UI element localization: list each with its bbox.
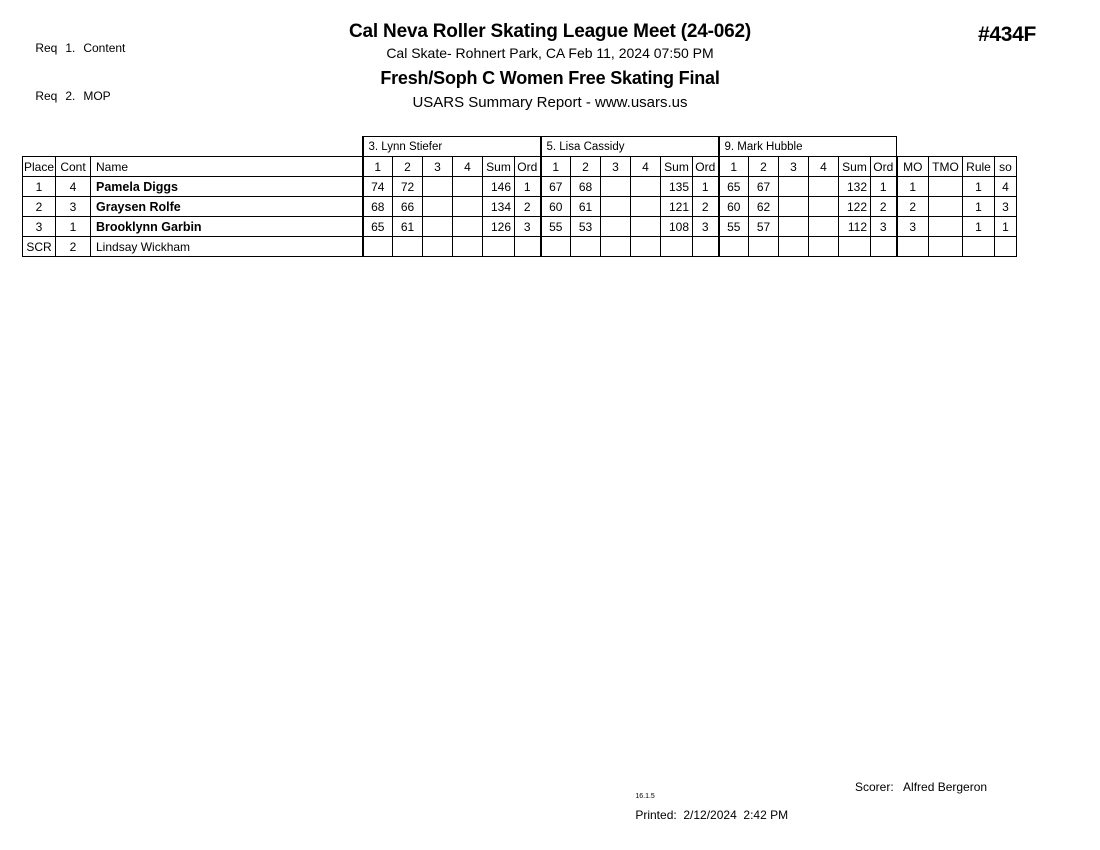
header-j1-ord: Ord (515, 157, 541, 177)
row-j3-mark-2: 62 (749, 197, 779, 217)
row-place: 3 (23, 217, 56, 237)
header-tmo: TMO (929, 157, 963, 177)
row-j2-mark-4 (631, 177, 661, 197)
row-tmo (929, 237, 963, 257)
row-j2-mark-2: 61 (571, 197, 601, 217)
printed-block (622, 780, 788, 836)
judge-banner-spacer-right (897, 137, 1017, 157)
row-j2-sum: 108 (661, 217, 693, 237)
row-j1-mark-4 (453, 197, 483, 217)
row-j1-mark-4 (453, 237, 483, 257)
row-j3-mark-1 (719, 237, 749, 257)
row-j2-mark-2 (571, 237, 601, 257)
row-j1-sum: 126 (483, 217, 515, 237)
row-place: 1 (23, 177, 56, 197)
row-tmo (929, 217, 963, 237)
header-j2-ord: Ord (693, 157, 719, 177)
header-j1-mark-4: 4 (453, 157, 483, 177)
header-j3-mark-1: 1 (719, 157, 749, 177)
row-j2-sum (661, 237, 693, 257)
requirement-tag: Req (35, 89, 58, 103)
row-j2-mark-1 (541, 237, 571, 257)
row-j2-ord: 3 (693, 217, 719, 237)
judge-name-3: 9. Mark Hubble (719, 137, 897, 157)
venue-datetime: Cal Skate- Rohnert Park, CA Feb 11, 2024 07:50 PM (386, 45, 714, 61)
report-header (0, 20, 1100, 114)
row-tmo (929, 197, 963, 217)
row-j3-mark-3 (779, 237, 809, 257)
table-row (23, 237, 1017, 257)
row-j2-mark-1: 60 (541, 197, 571, 217)
header-j2-sum: Sum (661, 157, 693, 177)
header-j1-mark-2: 2 (393, 157, 423, 177)
row-j1-mark-4 (453, 177, 483, 197)
row-j3-ord: 2 (871, 197, 897, 217)
meet-title: Cal Neva Roller Skating League Meet (24-062) (349, 21, 751, 42)
row-j3-sum: 132 (839, 177, 871, 197)
version-label: 16.1.5 (635, 793, 655, 800)
report-subtitle: USARS Summary Report - www.usars.us (412, 94, 688, 111)
row-cont: 1 (56, 217, 91, 237)
row-j3-mark-4 (809, 197, 839, 217)
row-j1-mark-1: 65 (363, 217, 393, 237)
row-j3-sum (839, 237, 871, 257)
row-j2-ord (693, 237, 719, 257)
row-place: 2 (23, 197, 56, 217)
row-j1-mark-1: 74 (363, 177, 393, 197)
row-skater-name: Graysen Rolfe (91, 197, 363, 217)
row-j2-ord: 2 (693, 197, 719, 217)
table-row (23, 177, 1017, 197)
row-j1-ord: 1 (515, 177, 541, 197)
row-j3-mark-4 (809, 177, 839, 197)
header-name: Name (91, 157, 363, 177)
row-rule: 1 (963, 177, 995, 197)
column-header-row (23, 157, 1017, 177)
row-skater-name: Brooklynn Garbin (91, 217, 363, 237)
header-j3-sum: Sum (839, 157, 871, 177)
row-cont: 4 (56, 177, 91, 197)
row-j3-mark-1: 60 (719, 197, 749, 217)
row-j1-mark-3 (423, 177, 453, 197)
row-j1-sum: 146 (483, 177, 515, 197)
row-j1-mark-2: 72 (393, 177, 423, 197)
printed-timestamp: Printed: 2/12/2024 2:42 PM (635, 808, 789, 822)
header-rule: Rule (963, 157, 995, 177)
row-j2-sum: 121 (661, 197, 693, 217)
judge-banner-spacer (23, 137, 363, 157)
header-j2-mark-3: 3 (601, 157, 631, 177)
header-so: so (995, 157, 1017, 177)
row-j2-mark-2: 68 (571, 177, 601, 197)
row-cont: 2 (56, 237, 91, 257)
scorer-label: Scorer: Alfred Bergeron (855, 780, 988, 794)
row-j2-mark-4 (631, 197, 661, 217)
row-j2-mark-3 (601, 177, 631, 197)
row-j3-mark-3 (779, 197, 809, 217)
row-j3-ord: 1 (871, 177, 897, 197)
row-so: 3 (995, 197, 1017, 217)
row-j3-sum: 122 (839, 197, 871, 217)
row-j3-mark-2: 57 (749, 217, 779, 237)
header-j3-mark-4: 4 (809, 157, 839, 177)
row-j3-mark-1: 65 (719, 177, 749, 197)
row-place: SCR (23, 237, 56, 257)
header-j2-mark-2: 2 (571, 157, 601, 177)
row-j3-mark-3 (779, 177, 809, 197)
row-j2-mark-1: 67 (541, 177, 571, 197)
row-mo: 1 (897, 177, 929, 197)
row-j1-mark-2 (393, 237, 423, 257)
row-rule (963, 237, 995, 257)
row-rule: 1 (963, 217, 995, 237)
requirement-number: 1. (65, 41, 76, 55)
row-j1-ord (515, 237, 541, 257)
header-cont: Cont (56, 157, 91, 177)
table-row (23, 217, 1017, 237)
row-j1-mark-3 (423, 197, 453, 217)
requirement-label: MOP (83, 89, 111, 103)
header-j1-sum: Sum (483, 157, 515, 177)
judge-name-2: 5. Lisa Cassidy (541, 137, 719, 157)
row-cont: 3 (56, 197, 91, 217)
row-mo: 2 (897, 197, 929, 217)
row-tmo (929, 177, 963, 197)
header-mo: MO (897, 157, 929, 177)
row-j3-ord (871, 237, 897, 257)
row-j1-ord: 2 (515, 197, 541, 217)
event-title: Fresh/Soph C Women Free Skating Final (380, 68, 720, 88)
requirement-number: 2. (65, 89, 76, 103)
header-j2-mark-1: 1 (541, 157, 571, 177)
row-so: 4 (995, 177, 1017, 197)
row-so (995, 237, 1017, 257)
row-skater-name: Pamela Diggs (91, 177, 363, 197)
row-j2-mark-4 (631, 237, 661, 257)
row-j3-ord: 3 (871, 217, 897, 237)
row-j1-mark-2: 61 (393, 217, 423, 237)
row-mo: 3 (897, 217, 929, 237)
row-j3-mark-2: 67 (749, 177, 779, 197)
row-rule: 1 (963, 197, 995, 217)
header-j1-mark-3: 3 (423, 157, 453, 177)
row-j2-mark-1: 55 (541, 217, 571, 237)
header-j3-mark-2: 2 (749, 157, 779, 177)
row-j1-sum (483, 237, 515, 257)
score-table (22, 136, 1017, 257)
header-j3-ord: Ord (871, 157, 897, 177)
header-j3-mark-3: 3 (779, 157, 809, 177)
row-j1-mark-2: 66 (393, 197, 423, 217)
row-j3-sum: 112 (839, 217, 871, 237)
header-j2-mark-4: 4 (631, 157, 661, 177)
row-j1-mark-3 (423, 217, 453, 237)
row-skater-name: Lindsay Wickham (91, 237, 363, 257)
row-mo (897, 237, 929, 257)
row-j2-ord: 1 (693, 177, 719, 197)
row-j1-mark-3 (423, 237, 453, 257)
header-j1-mark-1: 1 (363, 157, 393, 177)
row-j1-sum: 134 (483, 197, 515, 217)
score-table-container (22, 136, 1017, 257)
row-j3-mark-1: 55 (719, 217, 749, 237)
row-j2-sum: 135 (661, 177, 693, 197)
row-j2-mark-3 (601, 237, 631, 257)
row-j2-mark-3 (601, 217, 631, 237)
row-j3-mark-2 (749, 237, 779, 257)
sheet-code: #434F (977, 23, 1036, 46)
table-row (23, 197, 1017, 217)
row-j1-mark-1: 68 (363, 197, 393, 217)
row-j1-mark-1 (363, 237, 393, 257)
row-j2-mark-3 (601, 197, 631, 217)
row-j3-mark-4 (809, 217, 839, 237)
header-place: Place (23, 157, 56, 177)
row-so: 1 (995, 217, 1017, 237)
row-j2-mark-4 (631, 217, 661, 237)
requirement-label: Content (83, 41, 126, 55)
row-j2-mark-2: 53 (571, 217, 601, 237)
row-j1-mark-4 (453, 217, 483, 237)
judge-banner-row (23, 137, 1017, 157)
requirement-tag: Req (35, 41, 58, 55)
row-j1-ord: 3 (515, 217, 541, 237)
row-j3-mark-4 (809, 237, 839, 257)
judge-name-1: 3. Lynn Stiefer (363, 137, 541, 157)
row-j3-mark-3 (779, 217, 809, 237)
